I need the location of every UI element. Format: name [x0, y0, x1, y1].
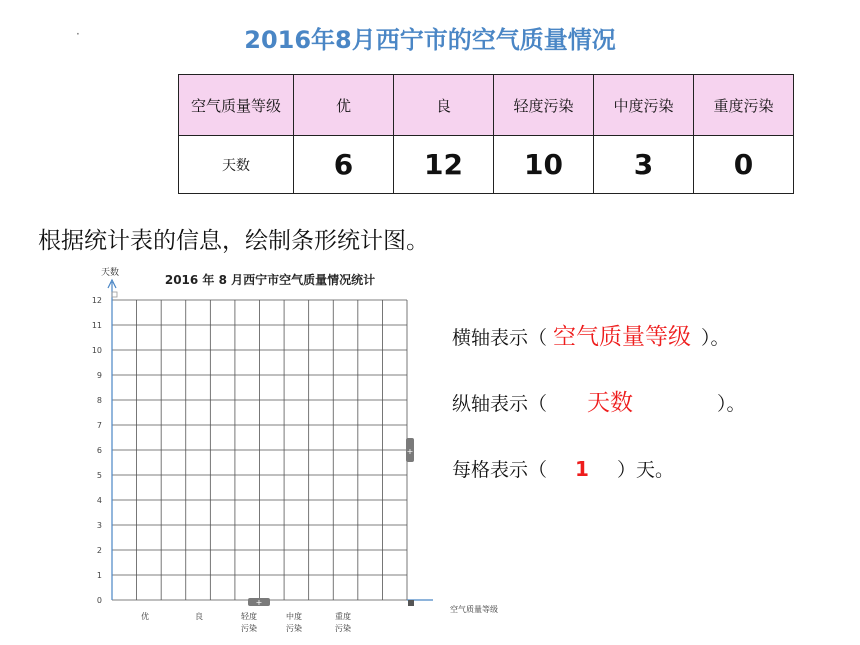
cell-unit-question	[452, 455, 674, 482]
v-axis-suffix: ）。	[717, 393, 746, 415]
x-category-label: 重度	[335, 612, 351, 621]
vertical-axis-question	[452, 384, 746, 417]
y-tick-label: 9	[96, 371, 102, 380]
x-category-label: 良	[195, 612, 203, 621]
instruction-text: 根据统计表的信息，绘制条形统计图。	[38, 228, 429, 254]
table-header-cell: 重度污染	[694, 75, 794, 136]
cell-answer: 1	[575, 457, 589, 481]
x-category-label: 污染	[286, 624, 302, 633]
v-axis-answer: 天数	[587, 390, 634, 416]
table-value-cell: 3	[594, 136, 694, 194]
table-header-cell: 中度污染	[594, 75, 694, 136]
stray-dot: ·	[76, 27, 80, 41]
table-header-row	[179, 75, 794, 136]
bottom-handle-icon: +	[255, 598, 263, 607]
cell-suffix: ）天。	[617, 459, 675, 481]
y-tick-label: 4	[96, 496, 102, 505]
table-row-label: 天数	[179, 136, 294, 194]
h-axis-prefix: 横轴表示（	[452, 327, 548, 349]
y-axis-label: 天数	[100, 268, 120, 278]
x-category-label: 污染	[335, 624, 351, 633]
top-left-handle	[112, 292, 117, 297]
page-title: 2016年8月西宁市的空气质量情况	[244, 26, 616, 54]
table-value-cell: 0	[694, 136, 794, 194]
y-tick-label: 6	[96, 446, 102, 455]
table-value-cell: 12	[394, 136, 494, 194]
y-tick-label: 2	[96, 546, 102, 555]
table-header-cell: 良	[394, 75, 494, 136]
v-axis-prefix: 纵轴表示（	[452, 393, 548, 415]
table-value-cell: 10	[494, 136, 594, 194]
h-axis-answer: 空气质量等级	[553, 324, 692, 350]
table-header-cell: 优	[294, 75, 394, 136]
table-header-cell: 轻度污染	[494, 75, 594, 136]
air-quality-table	[178, 74, 794, 194]
y-tick-label: 5	[96, 471, 102, 480]
y-tick-label: 3	[96, 521, 102, 530]
table-value-row	[179, 136, 794, 194]
h-axis-suffix: ）。	[701, 327, 730, 349]
bar-chart-grid	[80, 262, 498, 642]
x-category-label: 污染	[241, 624, 257, 633]
cell-prefix: 每格表示（	[452, 459, 548, 481]
y-tick-label: 1	[96, 571, 102, 580]
right-handle-icon: +	[406, 447, 414, 456]
y-tick-label: 12	[91, 296, 102, 305]
corner-resize-handle	[408, 600, 414, 606]
x-axis-label: 空气质量等级	[450, 605, 498, 614]
horizontal-axis-question	[452, 318, 730, 351]
y-tick-label: 8	[96, 396, 102, 405]
x-category-label: 优	[141, 612, 149, 621]
x-category-label: 轻度	[241, 612, 257, 621]
y-tick-label: 11	[91, 321, 102, 330]
x-category-label: 中度	[286, 612, 302, 621]
y-tick-label: 7	[96, 421, 102, 430]
y-tick-label: 0	[96, 596, 102, 605]
chart-title: 2016 年 8 月西宁市空气质量情况统计	[164, 273, 376, 287]
table-value-cell: 6	[294, 136, 394, 194]
table-header-label: 空气质量等级	[179, 75, 294, 136]
y-tick-label: 10	[91, 346, 102, 355]
